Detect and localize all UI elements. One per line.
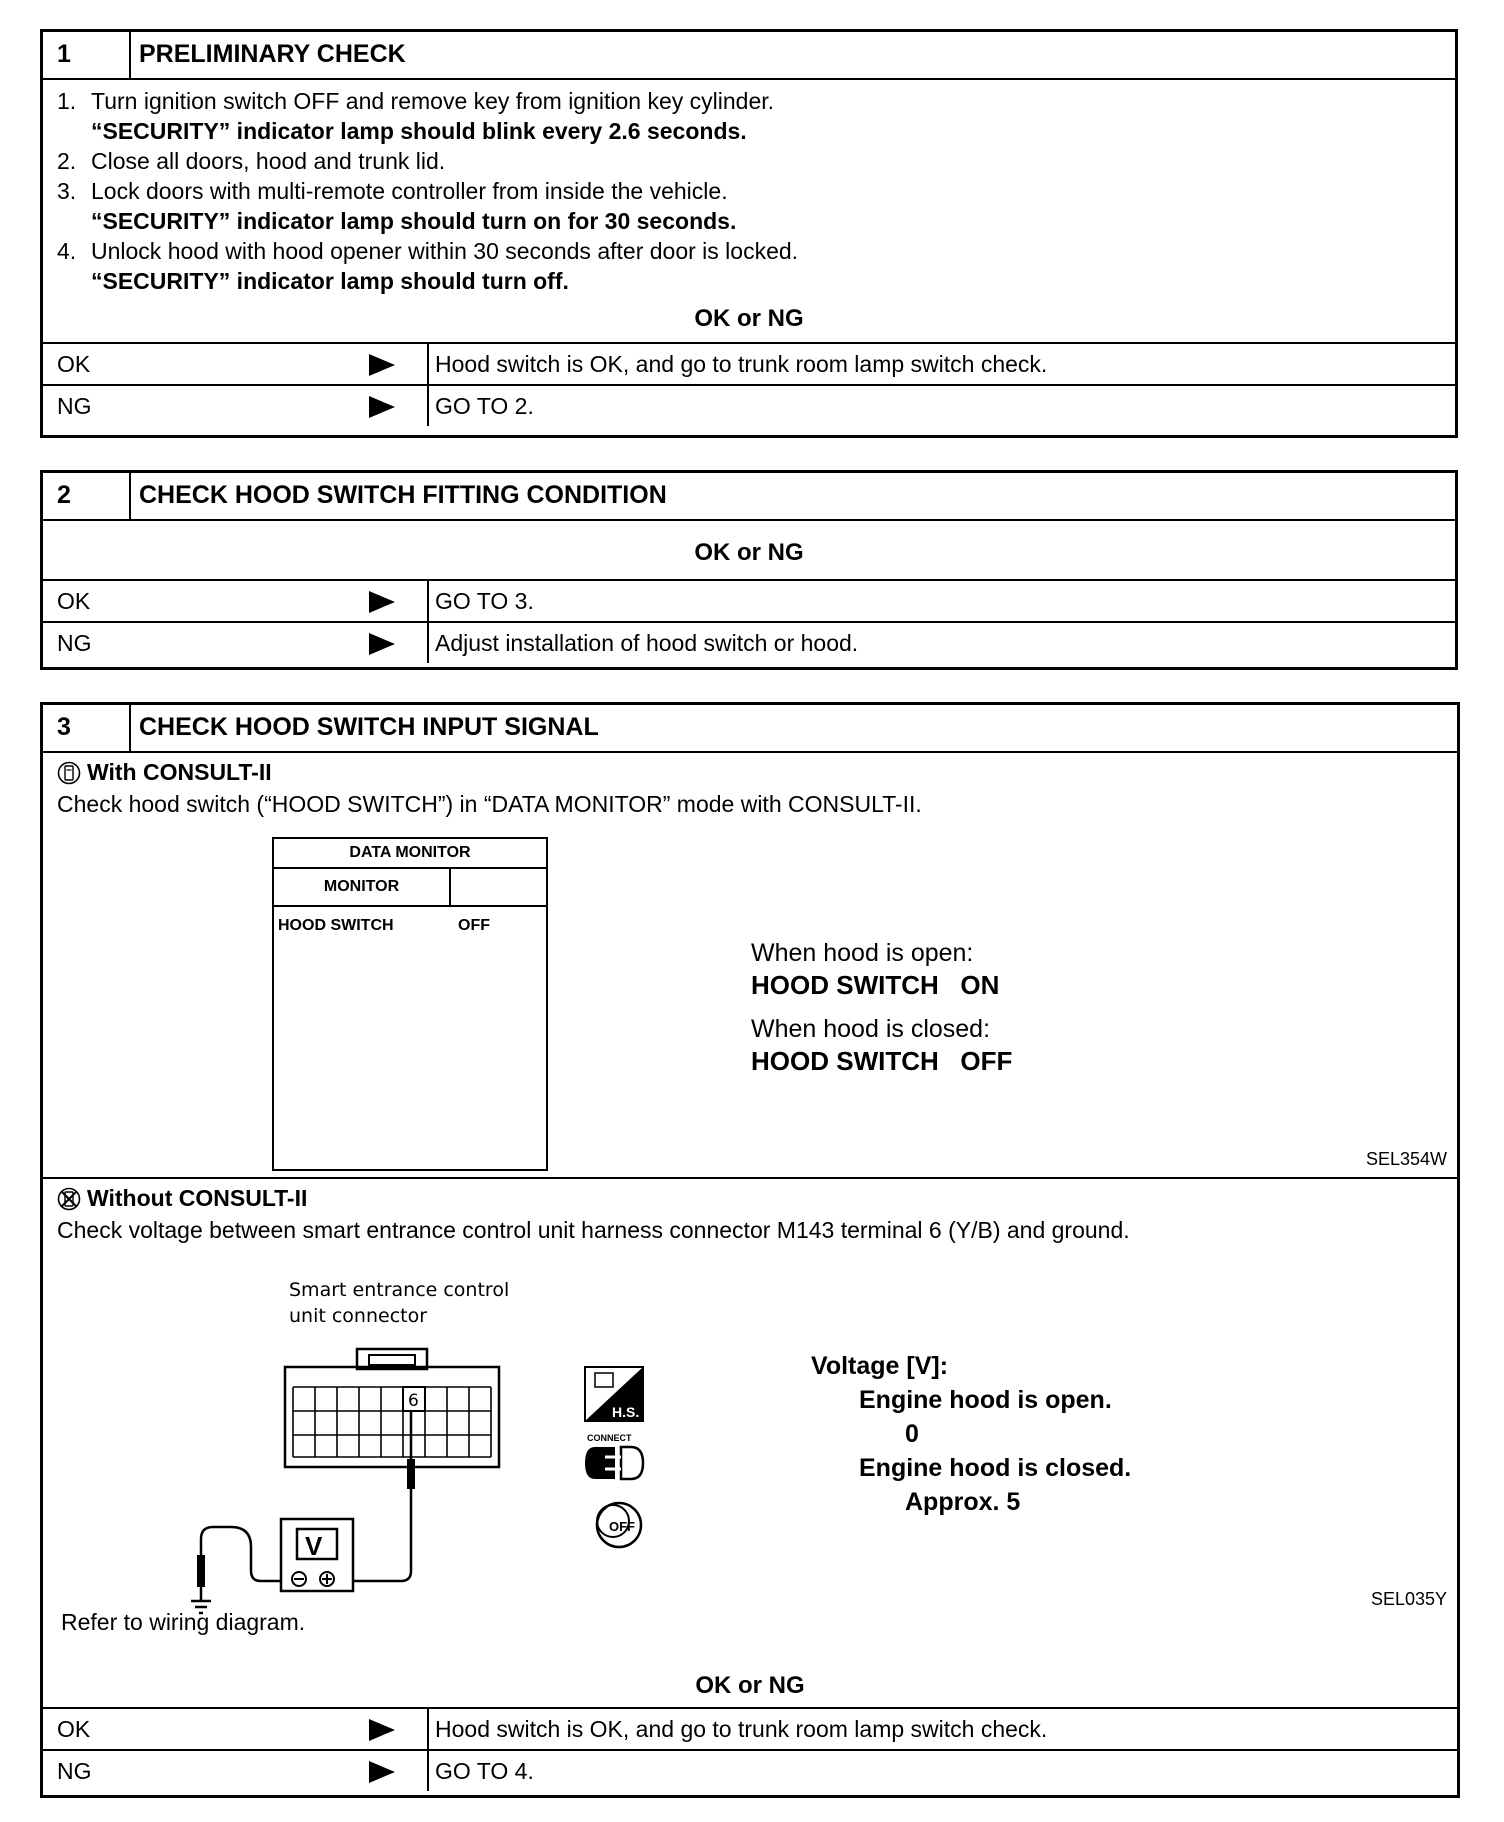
closed-value: Approx. 5 <box>905 1488 1021 1516</box>
arrow-right-icon <box>369 591 395 613</box>
result-key: NG <box>57 393 92 419</box>
without-consult-desc: Check voltage between smart entrance control unit harness connector M143 terminal 6 (Y/B) and ground. <box>57 1217 1130 1243</box>
consult-tool-icon <box>57 761 81 785</box>
with-consult-section <box>43 753 1457 1179</box>
step-title: PRELIMINARY CHECK <box>139 40 406 68</box>
step-2-block <box>40 470 1458 670</box>
step-number: 1 <box>43 32 131 78</box>
data-monitor-screen <box>272 837 548 1171</box>
procedure-item: 1. Turn ignition switch OFF and remove key from ignition key cylinder. <box>57 88 775 114</box>
closed-value: HOOD SWITCH OFF <box>751 1046 1013 1076</box>
figure-reference: SEL035Y <box>1370 1589 1447 1609</box>
result-row-ng <box>43 384 1455 426</box>
procedure-item-spec: “SECURITY” indicator lamp should turn off. <box>91 268 569 294</box>
with-consult-desc: Check hood switch (“HOOD SWITCH”) in “DATA MONITOR” mode with CONSULT-II. <box>57 791 922 817</box>
disconnect-icon <box>585 1447 643 1479</box>
step-title: CHECK HOOD SWITCH INPUT SIGNAL <box>139 713 599 741</box>
arrow-right-icon <box>369 633 395 655</box>
no-consult-tool-icon <box>57 1187 81 1211</box>
result-value: GO TO 3. <box>435 588 534 614</box>
monitor-value: OFF <box>458 917 490 934</box>
monitor-column-header: MONITOR <box>274 869 451 905</box>
figure-reference: SEL354W <box>1365 1149 1447 1169</box>
step-3-header <box>43 705 1457 753</box>
hood-switch-spec <box>751 937 1012 1077</box>
result-value: Hood switch is OK, and go to trunk room lamp switch check. <box>435 351 1048 377</box>
without-consult-section <box>43 1179 1457 1669</box>
result-row-ng <box>43 621 1455 663</box>
result-value: GO TO 4. <box>435 1758 534 1784</box>
step-1-header <box>43 32 1455 80</box>
result-key: NG <box>57 1758 92 1784</box>
step-title: CHECK HOOD SWITCH FITTING CONDITION <box>139 481 667 509</box>
result-row-ok <box>43 579 1455 621</box>
procedure-item: 4. Unlock hood with hood opener within 30 seconds after door is locked. <box>57 238 799 264</box>
step-1-block <box>40 29 1458 438</box>
step-number: 3 <box>43 705 131 751</box>
result-key: OK <box>57 588 91 614</box>
terminal-number: 6 <box>408 1391 419 1411</box>
step-number: 2 <box>43 473 131 519</box>
monitor-item: HOOD SWITCH <box>278 917 394 934</box>
arrow-right-icon <box>369 1719 395 1741</box>
voltage-check-diagram <box>143 1329 663 1629</box>
ok-or-ng-label: OK or NG <box>694 539 804 566</box>
open-condition: When hood is open: <box>751 939 974 967</box>
result-value: Hood switch is OK, and go to trunk room lamp switch check. <box>435 1716 1048 1742</box>
arrow-right-icon <box>369 1761 395 1783</box>
ok-or-ng-label: OK or NG <box>695 1672 805 1699</box>
result-row-ng <box>43 1749 1457 1791</box>
with-consult-label: With CONSULT-II <box>87 759 272 785</box>
procedure-item: 2. Close all doors, hood and trunk lid. <box>57 148 446 174</box>
ok-or-ng-label: OK or NG <box>694 305 804 332</box>
step-3-block <box>40 702 1460 1798</box>
without-consult-label: Without CONSULT-II <box>87 1185 308 1211</box>
voltage-title: Voltage [V]: <box>811 1352 949 1380</box>
result-row-ok <box>43 342 1455 384</box>
result-key: OK <box>57 351 91 377</box>
result-key: NG <box>57 630 92 656</box>
meter-label: V <box>305 1531 323 1561</box>
result-value: Adjust installation of hood switch or hood. <box>435 630 859 656</box>
step-1-body <box>43 80 1455 426</box>
closed-condition: Engine hood is closed. <box>859 1454 1132 1482</box>
procedure-list <box>43 80 1455 296</box>
open-value: 0 <box>905 1420 919 1448</box>
arrow-right-icon <box>369 354 395 376</box>
step-2-header <box>43 473 1455 521</box>
harness-side-label: H.S. <box>612 1404 640 1420</box>
refer-note: Refer to wiring diagram. <box>61 1609 306 1635</box>
result-row-ok <box>43 1707 1457 1749</box>
arrow-right-icon <box>369 396 395 418</box>
voltage-spec <box>811 1349 1131 1519</box>
open-condition: Engine hood is open. <box>859 1386 1112 1414</box>
data-monitor-title: DATA MONITOR <box>274 839 546 869</box>
result-key: OK <box>57 1716 91 1742</box>
closed-condition: When hood is closed: <box>751 1015 991 1043</box>
open-value: HOOD SWITCH ON <box>751 970 1000 1000</box>
procedure-item-spec: “SECURITY” indicator lamp should turn on for 30 seconds. <box>91 208 737 234</box>
step-2-body <box>43 521 1455 663</box>
connector-housing <box>285 1349 499 1467</box>
ignition-off-label: OFF <box>609 1519 635 1534</box>
procedure-item-spec: “SECURITY” indicator lamp should blink every 2.6 seconds. <box>91 118 747 144</box>
procedure-item: 3. Lock doors with multi-remote controller from inside the vehicle. <box>57 178 728 204</box>
result-value: GO TO 2. <box>435 393 534 419</box>
connect-label: CONNECT <box>587 1433 632 1443</box>
connector-label: Smart entrance control unit connector <box>289 1279 510 1327</box>
